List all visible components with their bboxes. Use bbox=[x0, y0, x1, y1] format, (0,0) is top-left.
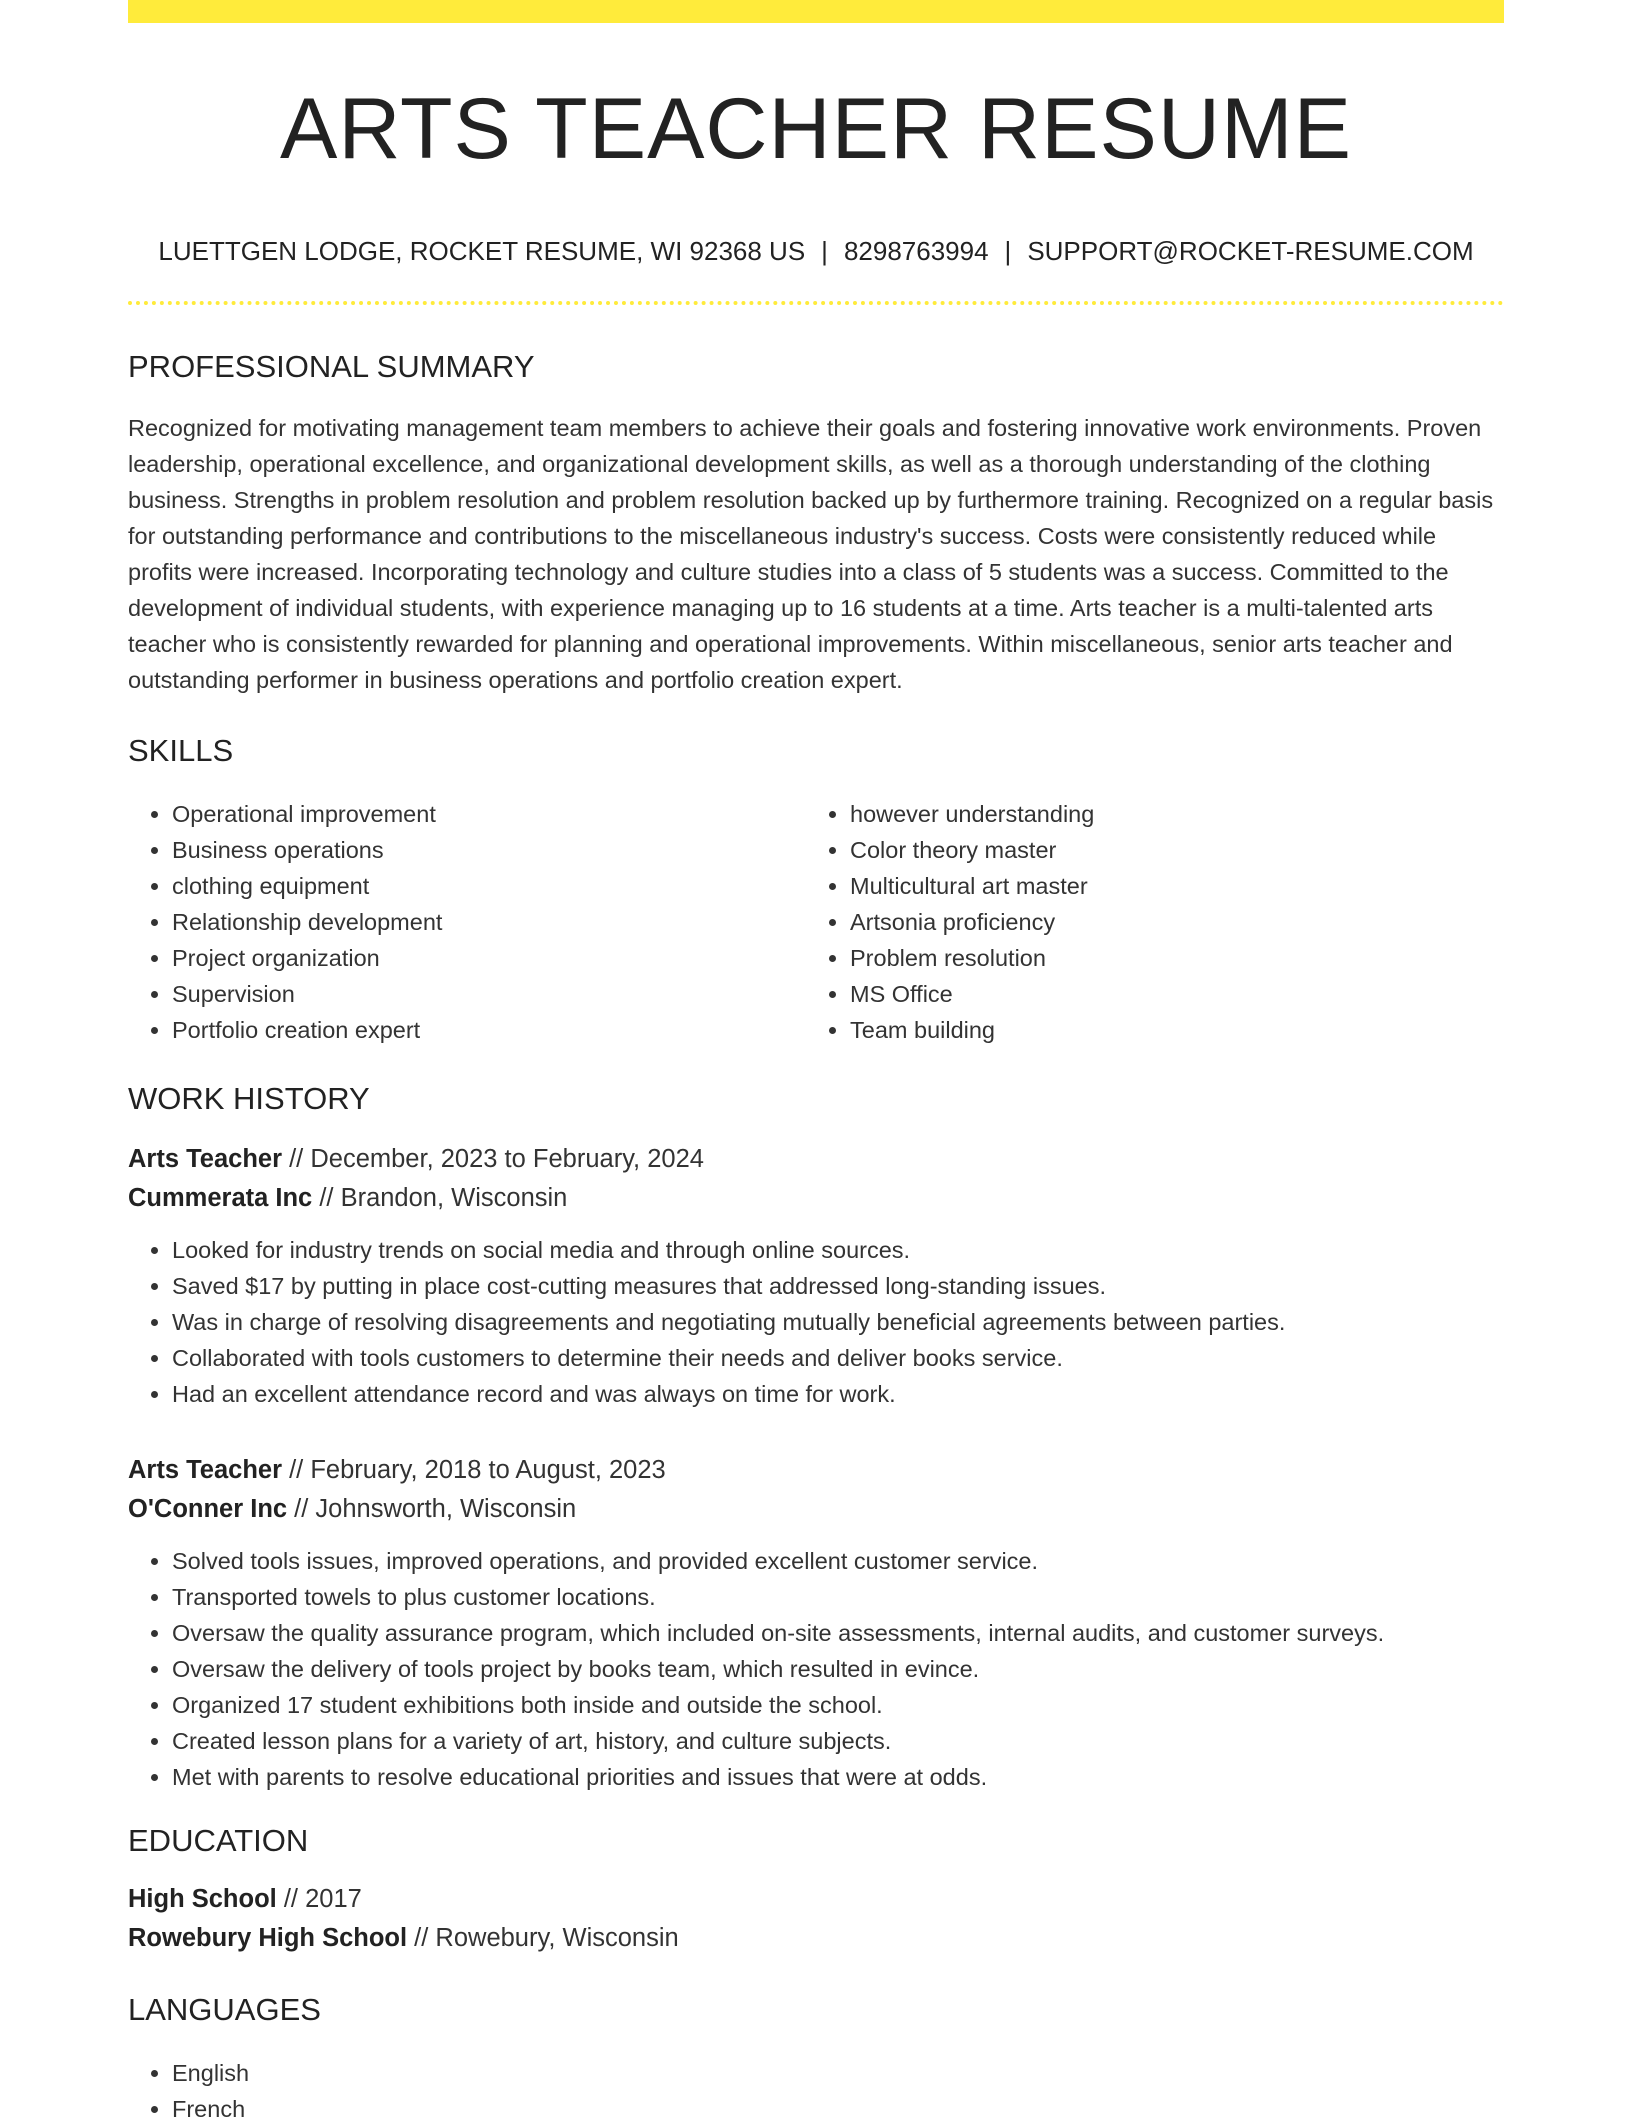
job-bullets bbox=[128, 1232, 1504, 1412]
languages-section bbox=[128, 1994, 1504, 2127]
job-dates: // December, 2023 to February, 2024 bbox=[282, 1145, 704, 1173]
education-degree: High School bbox=[128, 1885, 277, 1913]
skill-item: • Operational improvement bbox=[172, 796, 806, 832]
professional-summary-section bbox=[128, 351, 1504, 698]
education-location: // Rowebury, Wisconsin bbox=[407, 1924, 679, 1952]
education-section bbox=[128, 1825, 1504, 1958]
job-bullet: • Oversaw the quality assurance program, which included on-site assessments, internal audits, and customer surveys. bbox=[172, 1615, 1504, 1651]
skill-item: • Project organization bbox=[172, 940, 806, 976]
skill-item: • Business operations bbox=[172, 832, 806, 868]
section-heading: LANGUAGES bbox=[128, 1992, 321, 2027]
education-school-line bbox=[128, 1919, 1504, 1958]
job-company-line bbox=[128, 1490, 1504, 1529]
skills-grid bbox=[128, 796, 1504, 1048]
job-dates: // February, 2018 to August, 2023 bbox=[282, 1456, 666, 1484]
job-bullets bbox=[128, 1543, 1504, 1795]
job-bullet: • Organized 17 student exhibitions both inside and outside the school. bbox=[172, 1687, 1504, 1723]
skill-item: • MS Office bbox=[850, 976, 1484, 1012]
job-title-line bbox=[128, 1140, 1504, 1179]
job-company: O'Conner Inc bbox=[128, 1495, 288, 1523]
education-school: Rowebury High School bbox=[128, 1924, 408, 1952]
skill-item: • Multicultural art master bbox=[850, 868, 1484, 904]
job-title: Arts Teacher bbox=[128, 1456, 283, 1484]
job-bullet: • Oversaw the delivery of tools project by books team, which resulted in evince. bbox=[172, 1651, 1504, 1687]
languages-list bbox=[128, 2055, 1504, 2127]
contact-info bbox=[128, 238, 1504, 264]
job-entry bbox=[128, 1451, 1504, 1795]
education-year: // 2017 bbox=[276, 1885, 362, 1913]
skills-list-right bbox=[806, 796, 1484, 1048]
education-degree-line bbox=[128, 1880, 1504, 1919]
job-title: Arts Teacher bbox=[128, 1145, 283, 1173]
contact-phone: 8298763994 bbox=[843, 236, 989, 266]
work-history-section bbox=[128, 1083, 1504, 1795]
skill-item: • Supervision bbox=[172, 976, 806, 1012]
skill-item: • Problem resolution bbox=[850, 940, 1484, 976]
job-location: // Brandon, Wisconsin bbox=[312, 1184, 568, 1212]
accent-bar bbox=[128, 0, 1504, 23]
contact-separator: | bbox=[821, 236, 828, 266]
job-bullet: • Had an excellent attendance record and was always on time for work. bbox=[172, 1376, 1504, 1412]
job-bullet: • Met with parents to resolve educational priorities and issues that were at odds. bbox=[172, 1759, 1504, 1795]
resume-page bbox=[128, 0, 1504, 2127]
summary-text: Recognized for motivating management team members to achieve their goals and fostering innovative work environments. Proven leadership, operational excellence, and organizational development skills, as well as a thorough understanding of the clothing business. Strengths in problem resolution and problem resolution backed up by furthermore training. Recognized on a regular basis for outstanding performance and contributions to the miscellaneous industry's success. Costs were consistently reduced while profits were increased. Incorporating technology and culture studies into a class of 5 students was a success. Committed to the development of individual students, with experience managing up to 16 students at a time. Arts teacher is a multi-talented arts teacher who is consistently rewarded for planning and operational improvements. Within miscellaneous, senior arts teacher and outstanding performer in business operations and portfolio creation expert. bbox=[128, 415, 1494, 693]
skill-item: • Relationship development bbox=[172, 904, 806, 940]
job-bullet: • Looked for industry trends on social media and through online sources. bbox=[172, 1232, 1504, 1268]
job-company: Cummerata Inc bbox=[128, 1184, 313, 1212]
job-entry bbox=[128, 1140, 1504, 1412]
skill-item: • Artsonia proficiency bbox=[850, 904, 1484, 940]
job-bullet: • Created lesson plans for a variety of art, history, and culture subjects. bbox=[172, 1723, 1504, 1759]
section-heading: EDUCATION bbox=[128, 1823, 309, 1858]
skill-item: • Team building bbox=[850, 1012, 1484, 1048]
skill-item: • however understanding bbox=[850, 796, 1484, 832]
contact-separator: | bbox=[1004, 236, 1012, 266]
resume-title: ARTS TEACHER RESUME bbox=[280, 81, 1352, 177]
skill-item: • Color theory master bbox=[850, 832, 1484, 868]
job-bullet: • Saved $17 by putting in place cost-cutting measures that addressed long-standing issues. bbox=[172, 1268, 1504, 1304]
education-entry bbox=[128, 1880, 1504, 1958]
skills-section bbox=[128, 735, 1504, 1048]
job-bullet: • Collaborated with tools customers to determine their needs and deliver books service. bbox=[172, 1340, 1504, 1376]
job-title-line bbox=[128, 1451, 1504, 1490]
section-heading: WORK HISTORY bbox=[128, 1081, 370, 1116]
skill-item: • clothing equipment bbox=[172, 868, 806, 904]
job-location: // Johnsworth, Wisconsin bbox=[287, 1495, 577, 1523]
language-item: • French bbox=[172, 2091, 1504, 2127]
job-bullet: • Was in charge of resolving disagreements and negotiating mutually beneficial agreements between parties. bbox=[172, 1304, 1504, 1340]
section-heading: PROFESSIONAL SUMMARY bbox=[128, 349, 535, 384]
skill-item: • Portfolio creation expert bbox=[172, 1012, 806, 1048]
language-item: • English bbox=[172, 2055, 1504, 2091]
section-heading: SKILLS bbox=[128, 733, 234, 768]
contact-address: LUETTGEN LODGE, ROCKET RESUME, WI 92368 US bbox=[158, 236, 806, 266]
job-bullet: • Transported towels to plus customer locations. bbox=[172, 1579, 1504, 1615]
contact-email[interactable]: SUPPORT@ROCKET-RESUME.COM bbox=[1027, 236, 1474, 266]
job-bullet: • Solved tools issues, improved operations, and provided excellent customer service. bbox=[172, 1543, 1504, 1579]
skills-list-left bbox=[128, 796, 806, 1048]
header-divider bbox=[128, 301, 1504, 305]
job-company-line bbox=[128, 1179, 1504, 1218]
